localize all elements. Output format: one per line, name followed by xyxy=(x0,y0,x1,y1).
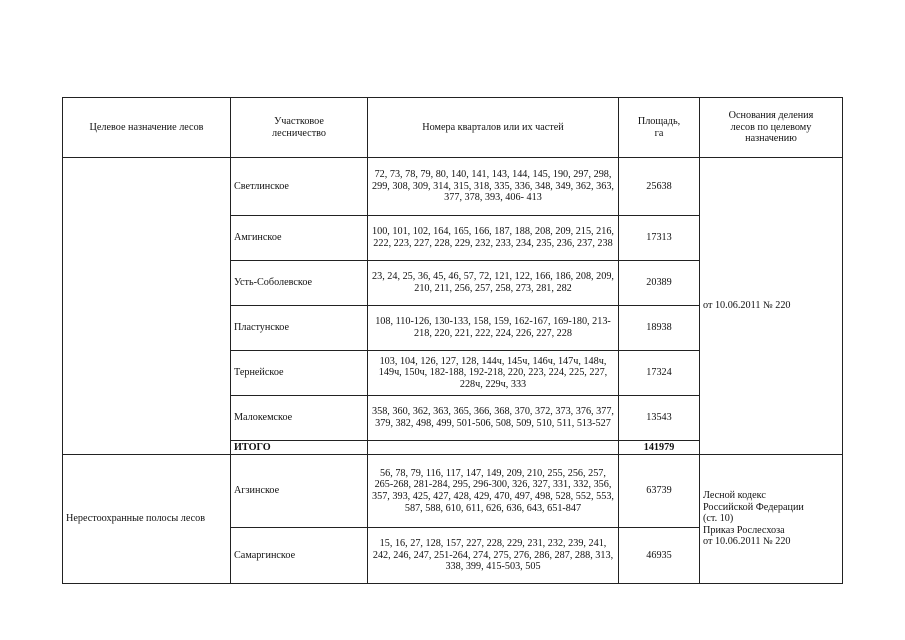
forestry-cell: Пластунское xyxy=(231,306,368,351)
forestry-cell: Усть-Соболевское xyxy=(231,261,368,306)
quarters-cell: 56, 78, 79, 116, 117, 147, 149, 209, 210, 255, 256, 257, 265-268, 281-284, 295, 296-300, 326, 327, 331, 332, 356, 357, 393, 425, 427, 428, 429, 470, 497, 498, 528, 552, 553, 587, 588, 610, 611, 626, 636, 643, 651-847 xyxy=(368,455,619,528)
quarters-cell: 15, 16, 27, 128, 157, 227, 228, 229, 231, 232, 239, 241, 242, 246, 247, 251-264, 274, 275, 276, 286, 287, 288, 313, 338, 399, 415-503, 505 xyxy=(368,528,619,584)
forestry-cell: Амгинское xyxy=(231,216,368,261)
header-row xyxy=(63,98,843,158)
quarters-cell: 72, 73, 78, 79, 80, 140, 141, 143, 144, 145, 190, 297, 298, 299, 308, 309, 314, 315, 318, 335, 336, 348, 349, 362, 363, 377, 378, 393, 406- 413 xyxy=(368,158,619,216)
total-quarters-cell xyxy=(368,441,619,455)
area-cell: 20389 xyxy=(619,261,700,306)
area-cell: 13543 xyxy=(619,396,700,441)
table-row xyxy=(63,455,843,528)
forestry-cell: Самаргинское xyxy=(231,528,368,584)
forestry-cell: Тернейское xyxy=(231,351,368,396)
total-value: 141979 xyxy=(619,441,700,455)
table-row xyxy=(63,158,843,216)
forestry-cell: Малокемское xyxy=(231,396,368,441)
header-basis: Основания деления лесов по целевому назначению xyxy=(700,98,843,158)
header-purpose: Целевое назначение лесов xyxy=(63,98,231,158)
basis-line: Российской Федерации xyxy=(703,501,804,513)
header-forestry: Участковое лесничество xyxy=(231,98,368,158)
quarters-cell: 103, 104, 126, 127, 128, 144ч, 145ч, 146ч, 147ч, 148ч, 149ч, 150ч, 182-188, 192-218, 220, 223, 224, 225, 227, 228ч, 229ч, 333 xyxy=(368,351,619,396)
basis-cell-group2 xyxy=(700,455,843,584)
basis-line: Лесной кодекс xyxy=(703,490,766,502)
area-cell: 17313 xyxy=(619,216,700,261)
total-label: ИТОГО xyxy=(231,441,368,455)
area-cell: 63739 xyxy=(619,455,700,528)
forestry-cell: Светлинское xyxy=(231,158,368,216)
forest-purpose-table xyxy=(62,97,843,584)
quarters-cell: 108, 110-126, 130-133, 158, 159, 162-167, 169-180, 213-218, 220, 221, 222, 224, 226, 227, 228 xyxy=(368,306,619,351)
basis-line: от 10.06.2011 № 220 xyxy=(703,536,791,548)
quarters-cell: 358, 360, 362, 363, 365, 366, 368, 370, 372, 373, 376, 377, 379, 382, 498, 499, 501-506, 508, 509, 510, 511, 513-527 xyxy=(368,396,619,441)
header-area: Площадь, га xyxy=(619,98,700,158)
area-cell: 17324 xyxy=(619,351,700,396)
purpose-cell-group1 xyxy=(63,158,231,455)
purpose-cell-group2: Нерестоохранные полосы лесов xyxy=(63,455,231,584)
quarters-cell: 23, 24, 25, 36, 45, 46, 57, 72, 121, 122, 166, 186, 208, 209, 210, 211, 256, 257, 258, 273, 281, 282 xyxy=(368,261,619,306)
header-quarters: Номера кварталов или их частей xyxy=(368,98,619,158)
area-cell: 46935 xyxy=(619,528,700,584)
forestry-cell: Агзинское xyxy=(231,455,368,528)
quarters-cell: 100, 101, 102, 164, 165, 166, 187, 188, 208, 209, 215, 216, 222, 223, 227, 228, 229, 232, 233, 234, 235, 236, 237, 238 xyxy=(368,216,619,261)
basis-line: (ст. 10) xyxy=(703,513,734,525)
basis-cell-group1: от 10.06.2011 № 220 xyxy=(700,158,843,455)
area-cell: 25638 xyxy=(619,158,700,216)
basis-line: Приказ Рослесхоза xyxy=(703,524,785,536)
area-cell: 18938 xyxy=(619,306,700,351)
